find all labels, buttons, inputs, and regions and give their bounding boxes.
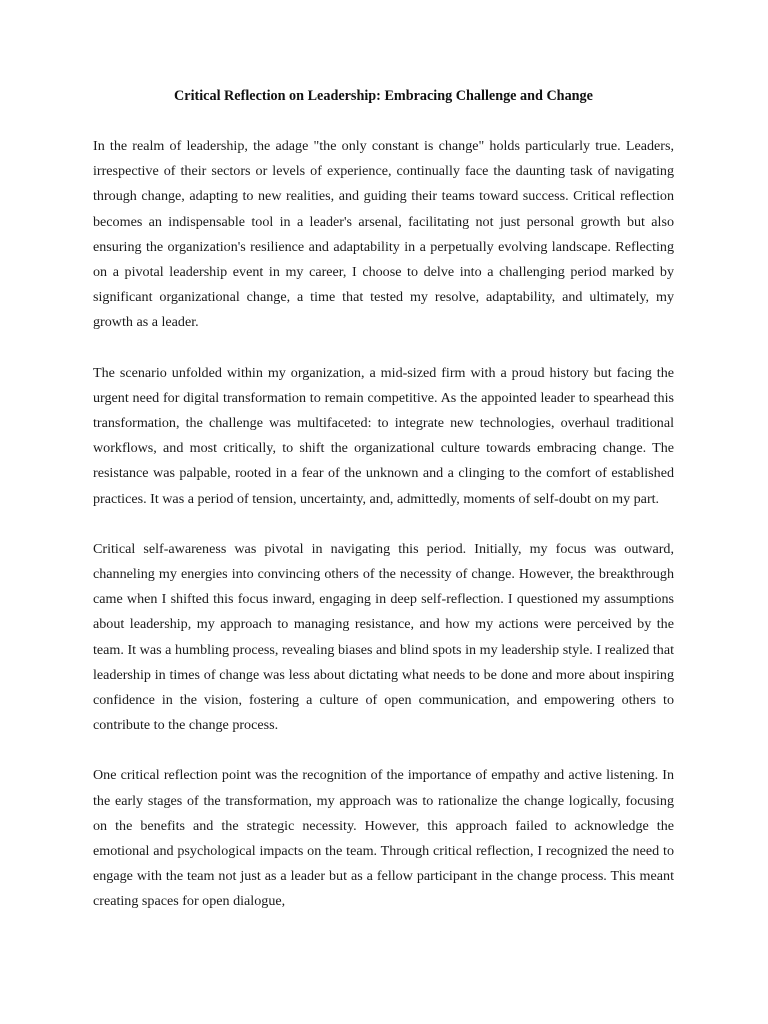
document-body (93, 86, 674, 915)
document-title: Critical Reflection on Leadership: Embracing Challenge and Change (174, 88, 593, 104)
paragraph-1: In the realm of leadership, the adage "the only constant is change" holds particularly true. Leaders, irrespective of their sectors or levels of experience, continually face the daunting task of navigating through change, adapting to new realities, and guiding their teams toward success. Critical reflection becomes an indispensable tool in a leader's arsenal, facilitating not just personal growth but also ensuring the organization's resilience and adaptability in a perpetually evolving landscape. Reflecting on a pivotal leadership event in my career, I choose to delve into a challenging period marked by significant organizational change, a time that tested my resolve, adaptability, and ultimately, my growth as a leader. (93, 138, 674, 331)
paragraph-3: Critical self-awareness was pivotal in navigating this period. Initially, my focus was outward, channeling my energies into convincing others of the necessity of change. However, the breakthrough came when I shifted this focus inward, engaging in deep self-reflection. I questioned my assumptions about leadership, my approach to managing resistance, and how my actions were perceived by the team. It was a humbling process, revealing biases and blind spots in my leadership style. I realized that leadership in times of change was less about dictating what needs to be done and more about inspiring confidence in the vision, fostering a culture of open communication, and empowering others to contribute to the change process. (93, 540, 674, 734)
paragraph-2: The scenario unfolded within my organization, a mid-sized firm with a proud history but facing the urgent need for digital transformation to remain competitive. As the appointed leader to spearhead this transformation, the challenge was multifaceted: to integrate new technologies, overhaul traditional workflows, and most critically, to shift the organizational culture towards embracing change. The resistance was palpable, rooted in a fear of the unknown and a clinging to the comfort of established practices. It was a period of tension, uncertainty, and, admittedly, moments of self-doubt on my part. (93, 364, 674, 507)
paragraph-4: One critical reflection point was the recognition of the importance of empathy and active listening. In the early stages of the transformation, my approach was to rationalize the change logically, focusing on the benefits and the strategic necessity. However, this approach failed to acknowledge the emotional and psychological impacts on the team. Through critical reflection, I recognized the need to engage with the team not just as a leader but as a fellow participant in the change process. This meant creating spaces for open dialogue, (93, 767, 674, 910)
